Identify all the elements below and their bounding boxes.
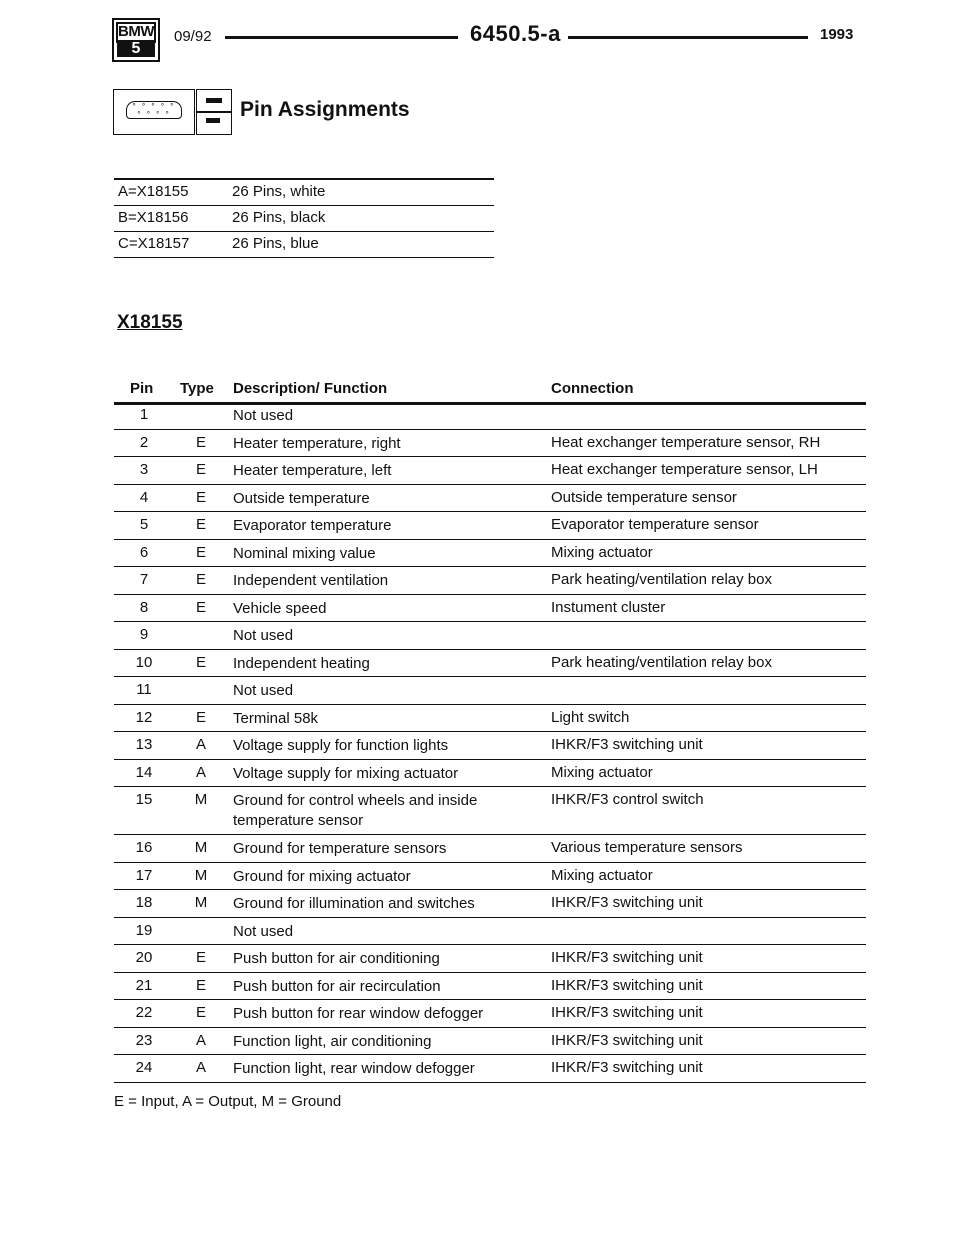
pin-cell: 20: [135, 949, 153, 966]
table-row: [114, 567, 866, 595]
type-cell: E: [195, 976, 206, 994]
table-row: [114, 1000, 866, 1028]
pin-cell: 16: [135, 839, 153, 856]
description-cell: Not used: [233, 407, 294, 424]
table-row: [114, 760, 866, 788]
description-cell: Independent ventilation: [233, 572, 389, 589]
connection-cell: IHKR/F3 switching unit: [551, 949, 703, 966]
table-row: [114, 1055, 866, 1083]
connector-id: A=X18155: [118, 183, 189, 200]
type-cell: E: [195, 598, 206, 616]
header-date: 09/92: [174, 28, 212, 45]
description-cell: Ground for control wheels and inside temperature sensor: [233, 792, 478, 829]
description-cell: Evaporator temperature: [233, 517, 392, 534]
col-header-pin: Pin: [130, 380, 154, 397]
type-cell: E: [195, 461, 206, 478]
type-cell: E: [195, 571, 206, 588]
type-cell: A: [195, 736, 206, 753]
table-row: [114, 650, 866, 678]
table-row: [114, 622, 866, 650]
type-cell: E: [195, 653, 206, 671]
connection-cell: Evaporator temperature sensor: [551, 516, 759, 533]
connection-cell: Outside temperature sensor: [551, 488, 737, 506]
description-cell: Heater temperature, left: [233, 462, 392, 479]
pin-cell: 13: [135, 736, 153, 753]
description-cell: Ground for temperature sensors: [233, 840, 447, 857]
type-cell: E: [195, 1004, 206, 1021]
pin-cell: 12: [135, 708, 153, 726]
table-row: [114, 457, 866, 485]
type-cell: E: [195, 433, 206, 451]
table-row: [114, 973, 866, 1001]
description-cell: Terminal 58k: [233, 709, 319, 727]
connector-id: B=X18156: [118, 209, 189, 226]
connection-cell: Park heating/ventilation relay box: [551, 571, 772, 588]
pin-cell: 15: [135, 791, 153, 808]
description-cell: Ground for illumination and switches: [233, 895, 475, 912]
pin-table: [114, 402, 866, 1083]
connection-cell: IHKR/F3 switching unit: [551, 976, 703, 994]
type-cell: E: [195, 488, 206, 506]
pin-cell: 5: [139, 516, 149, 533]
header-rule-left: [225, 36, 458, 39]
table-row: [114, 787, 866, 835]
type-cell: A: [195, 1059, 206, 1076]
description-cell: Push button for rear window defogger: [233, 1005, 484, 1022]
col-header-connection: Connection: [551, 380, 634, 397]
type-cell: E: [195, 543, 206, 561]
table-row: [114, 705, 866, 733]
table-row: [114, 863, 866, 891]
description-cell: Voltage supply for function lights: [233, 737, 449, 754]
pin-cell: 19: [135, 921, 153, 939]
pin-cell: 14: [135, 763, 153, 781]
connector-desc: 26 Pins, blue: [232, 235, 319, 252]
connection-cell: IHKR/F3 switching unit: [551, 1059, 703, 1076]
connection-cell: Heat exchanger temperature sensor, LH: [551, 461, 818, 478]
description-cell: Heater temperature, right: [233, 434, 401, 452]
connection-cell: IHKR/F3 switching unit: [551, 1004, 703, 1021]
connection-cell: Light switch: [551, 708, 630, 726]
connector-list: [114, 180, 494, 258]
description-cell: Ground for mixing actuator: [233, 867, 411, 885]
type-cell: M: [194, 791, 208, 808]
description-cell: Nominal mixing value: [233, 544, 376, 562]
pin-cell: 8: [139, 598, 149, 616]
type-cell: A: [195, 1031, 206, 1049]
description-cell: Independent heating: [233, 654, 370, 672]
description-cell: Push button for air conditioning: [233, 950, 440, 967]
type-cell: M: [194, 839, 208, 856]
description-cell: Vehicle speed: [233, 599, 327, 617]
description-cell: Not used: [233, 627, 294, 644]
pin-cell: 24: [135, 1059, 153, 1076]
pin-assignment-icon: [196, 89, 232, 135]
connection-cell: Instument cluster: [551, 598, 666, 616]
connector-icon: ° ° ° ° ° ° ° ° °: [113, 89, 195, 135]
table-row: [114, 835, 866, 863]
connector-row: [114, 206, 494, 232]
connector-desc: 26 Pins, black: [232, 209, 326, 226]
type-cell: A: [195, 763, 206, 781]
connection-cell: IHKR/F3 switching unit: [551, 736, 703, 753]
connector-row: [114, 180, 494, 206]
type-cell: E: [195, 949, 206, 966]
col-header-type: Type: [180, 380, 214, 397]
description-cell: Not used: [233, 682, 294, 699]
connector-heading: X18155: [117, 312, 183, 333]
table-row: [114, 732, 866, 760]
bmw-5-series-logo: [112, 18, 160, 62]
pin-cell: 18: [135, 894, 153, 911]
logo-brand: BMW: [116, 22, 156, 43]
connection-cell: Mixing actuator: [551, 763, 653, 781]
pin-cell: 1: [139, 406, 149, 423]
description-cell: Not used: [233, 922, 294, 940]
description-cell: Voltage supply for mixing actuator: [233, 764, 459, 782]
col-header-desc: Description/ Function: [233, 380, 388, 397]
pin-cell: 21: [135, 976, 153, 994]
description-cell: Outside temperature: [233, 489, 370, 507]
type-cell: M: [194, 866, 208, 884]
description-cell: Function light, rear window defogger: [233, 1060, 475, 1077]
table-row: [114, 918, 866, 946]
pin-cell: 2: [139, 433, 149, 451]
connection-cell: IHKR/F3 control switch: [551, 791, 704, 808]
description-cell: Push button for air recirculation: [233, 977, 441, 995]
table-header: [114, 380, 866, 402]
connector-id: C=X18157: [118, 235, 190, 252]
connection-cell: Mixing actuator: [551, 543, 653, 561]
connection-cell: Park heating/ventilation relay box: [551, 653, 772, 671]
table-row: [114, 430, 866, 458]
pin-cell: 23: [135, 1031, 153, 1049]
table-row: [114, 540, 866, 568]
page-header: [0, 0, 960, 80]
table-row: [114, 512, 866, 540]
type-legend: E = Input, A = Output, M = Ground: [114, 1093, 342, 1110]
pin-cell: 22: [135, 1004, 153, 1021]
table-row: [114, 485, 866, 513]
type-cell: E: [195, 516, 206, 533]
pin-cell: 6: [139, 543, 149, 561]
table-row: [114, 402, 866, 430]
type-cell: M: [194, 894, 208, 911]
connection-cell: IHKR/F3 switching unit: [551, 894, 703, 911]
pin-cell: 17: [135, 866, 153, 884]
header-rule-right: [568, 36, 808, 39]
document-code: 6450.5-a: [470, 21, 561, 46]
header-year: 1993: [820, 26, 854, 43]
pin-cell: 4: [139, 488, 149, 506]
description-cell: Function light, air conditioning: [233, 1032, 432, 1050]
table-row: [114, 890, 866, 918]
pin-cell: 11: [136, 681, 152, 698]
table-row: [114, 1028, 866, 1056]
connector-desc: 26 Pins, white: [232, 183, 326, 200]
connection-cell: IHKR/F3 switching unit: [551, 1031, 703, 1049]
table-row: [114, 945, 866, 973]
connector-row: [114, 232, 494, 258]
pin-cell: 3: [139, 461, 149, 478]
connection-cell: Heat exchanger temperature sensor, RH: [551, 433, 821, 451]
pin-cell: 9: [139, 626, 149, 643]
logo-model: 5: [117, 40, 155, 57]
pin-cell: 7: [139, 571, 149, 588]
table-row: [114, 595, 866, 623]
connection-cell: Mixing actuator: [551, 866, 653, 884]
section-title: Pin Assignments: [240, 98, 410, 121]
connection-cell: Various temperature sensors: [551, 839, 743, 856]
type-cell: E: [195, 708, 206, 726]
table-row: [114, 677, 866, 705]
pin-cell: 10: [135, 653, 153, 671]
